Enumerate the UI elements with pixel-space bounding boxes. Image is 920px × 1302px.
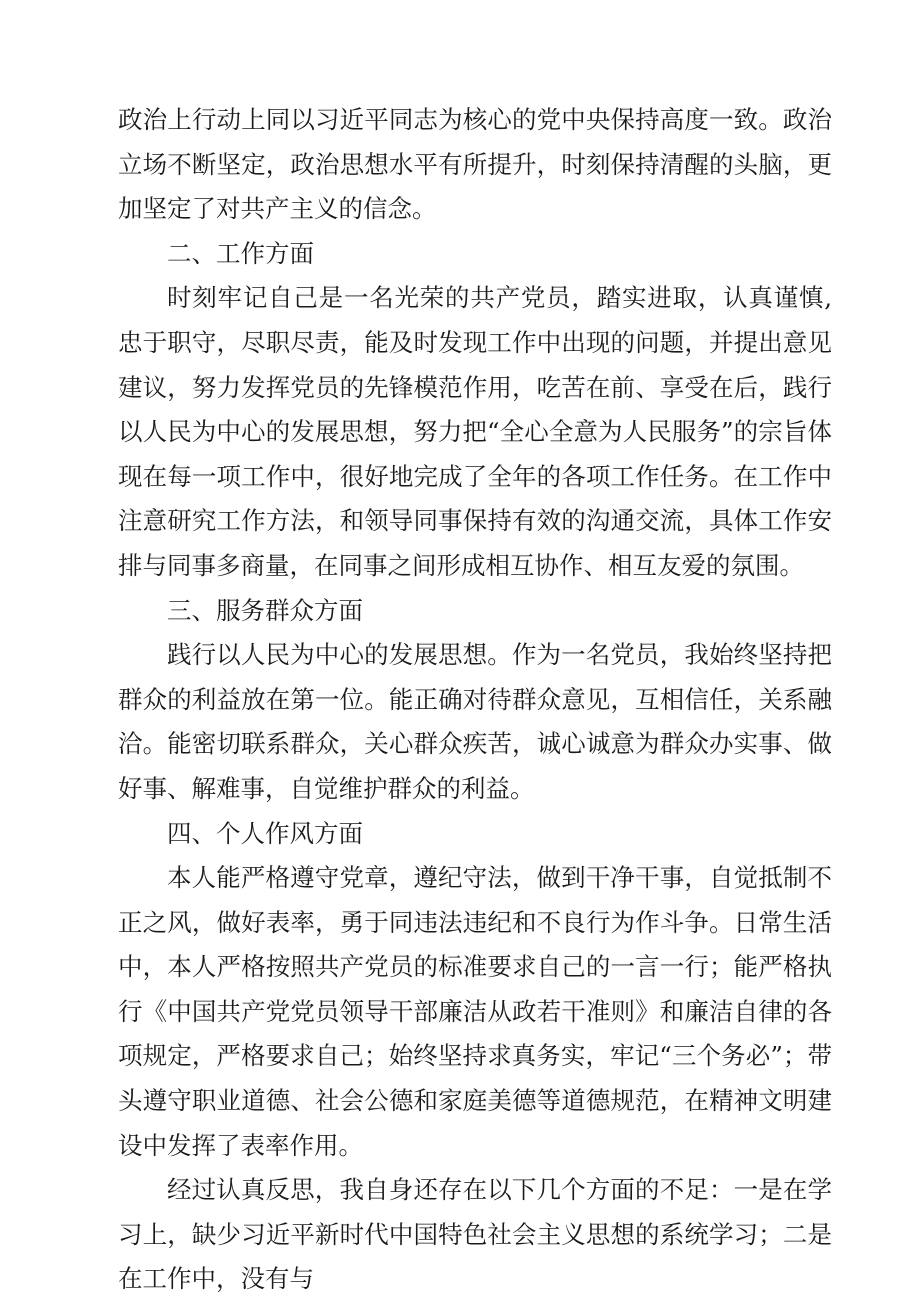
section-heading-personal-style: 四、个人作风方面	[167, 818, 363, 848]
document-body	[118, 98, 832, 1302]
paragraph-serving-masses: 践行以人民为中心的发展思想。作为一名党员，我始终坚持把群众的利益放在第一位。能正确对待群众意见，互相信任，关系融洽。能密切联系群众，关心群众疾苦，诚心诚意为群众办实事、做好事、解难事，自觉维护群众的利益。	[118, 640, 832, 803]
section-heading-work: 二、工作方面	[167, 238, 314, 268]
paragraph-personal-style: 本人能严格遵守党章，遵纪守法，做到干净干事，自觉抵制不正之风，做好表率，勇于同违法违纪和不良行为作斗争。日常生活中，本人严格按照共产党员的标准要求自己的一言一行；能严格执行《中国共产党党员领导干部廉洁从政若干准则》和廉洁自律的各项规定，严格要求自己；始终坚持求真务实，牢记“三个务必”；带头遵守职业道德、社会公德和家庭美德等道德规范，在精神文明建设中发挥了表率作用。	[118, 863, 832, 1160]
paragraph-political-continued: 政治上行动上同以习近平同志为核心的党中央保持高度一致。政治立场不断坚定，政治思想水平有所提升，时刻保持清醒的头脑，更加坚定了对共产主义的信念。	[118, 105, 832, 224]
section-heading-serving-masses: 三、服务群众方面	[167, 595, 363, 625]
paragraph-shortcomings: 经过认真反思，我自身还存在以下几个方面的不足：一是在学习上，缺少习近平新时代中国特色社会主义思想的系统学习；二是在工作中，没有与	[118, 1175, 832, 1294]
paragraph-work: 时刻牢记自己是一名光荣的共产党员，踏实进取，认真谨慎,忠于职守，尽职尽责，能及时发现工作中出现的问题，并提出意见建议，努力发挥党员的先锋模范作用，吃苦在前、享受在后，践行以人民为中心的发展思想，努力把“全心全意为人民服务”的宗旨体现在每一项工作中，很好地完成了全年的各项工作任务。在工作中注意研究工作方法，和领导同事保持有效的沟通交流，具体工作安排与同事多商量，在同事之间形成相互协作、相互友爱的氛围。	[118, 283, 832, 580]
